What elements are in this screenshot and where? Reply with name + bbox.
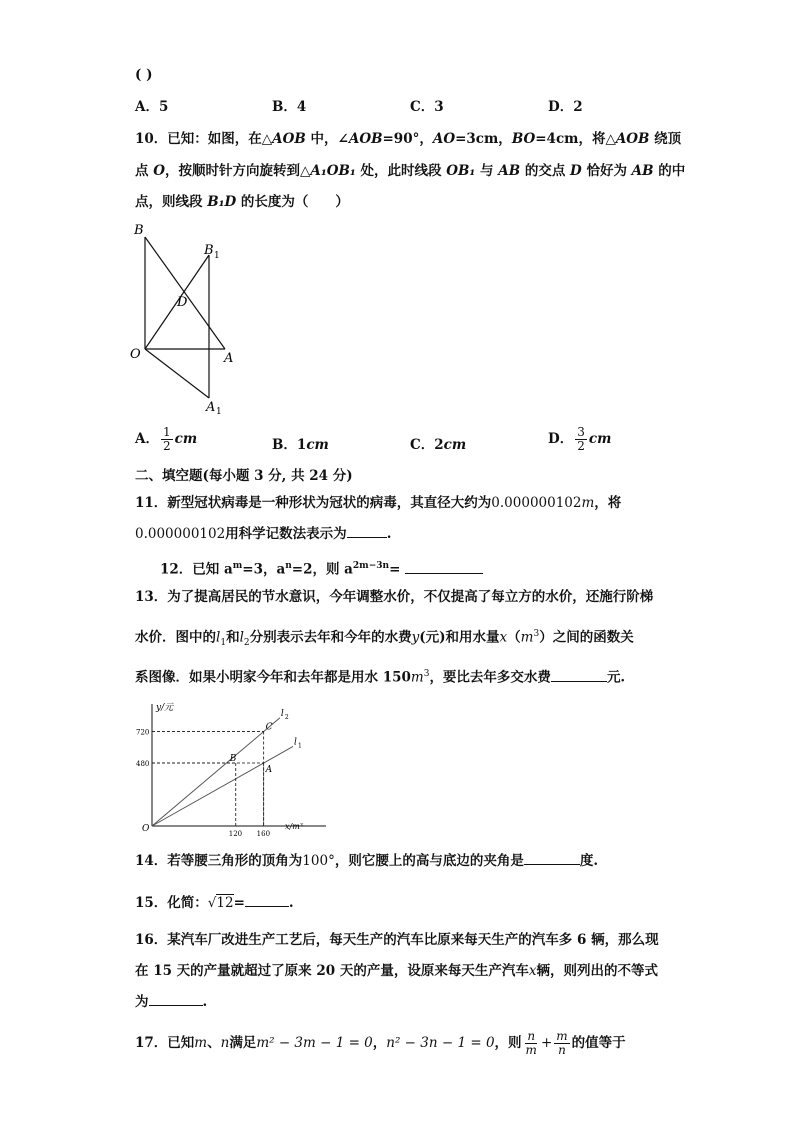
series-label-sub: 1 bbox=[298, 742, 302, 750]
q10-line-1: 10．已知：如图，在△AOB 中，∠AOB=90°，AO=3cm，BO=4cm，将△AOB 绕顶 bbox=[135, 131, 682, 147]
label-B1: B bbox=[204, 243, 214, 258]
q10-rotation-figure bbox=[128, 218, 248, 418]
answer-blank[interactable] bbox=[245, 894, 289, 907]
series-label-l2: l bbox=[280, 708, 284, 719]
series-line-l1 bbox=[152, 746, 293, 826]
q13-line-3: 系图像．如果小明家今年和去年都是用水 $150m^3$，要比去年多交水费 元. bbox=[135, 669, 626, 686]
series-line-l2 bbox=[152, 718, 280, 826]
y-tick-label: 720 bbox=[136, 728, 150, 737]
answer-blank[interactable] bbox=[524, 852, 580, 865]
label-B1-sub: 1 bbox=[214, 251, 220, 261]
label-A1-sub: 1 bbox=[216, 407, 222, 417]
point-label-A: A bbox=[265, 765, 273, 776]
point-label-C: C bbox=[265, 722, 273, 733]
answer-blank[interactable] bbox=[551, 669, 607, 682]
q9-tail: ( ) bbox=[135, 67, 153, 83]
fraction: $\frac{n}{m}$ bbox=[525, 1029, 537, 1057]
segment-OA1 bbox=[145, 349, 209, 398]
q12-line: 12．已知 $a^m=3$，$a^n=2$，则 $a^{2m-3n}=$ bbox=[160, 557, 483, 579]
q10-line-3: 点，则线段 B₁D 的长度为（ ） bbox=[135, 194, 349, 210]
q10-option-c: C．2cm bbox=[410, 437, 467, 453]
q9-option-b: B．4 bbox=[272, 99, 307, 115]
q9-option-a: A．5 bbox=[135, 99, 169, 115]
fraction: $\frac{1}{2}$ bbox=[162, 425, 171, 453]
answer-blank[interactable] bbox=[149, 993, 203, 1006]
q13-line-2: 水价．图中的$l_1$和$l_2$分别表示去年和今年的水费y(元)和用水量$x(m^3)$之间的函数关 bbox=[135, 629, 634, 649]
q10-option-d: D． $\frac{3}{2}$ cm bbox=[548, 425, 612, 453]
q13-line-1: 13．为了提高居民的节水意识，今年调整水价，不仅提高了每立方的水价，还施行阶梯 bbox=[135, 589, 654, 605]
q16-line-2: 在 15 天的产量就超过了原来 20 天的产量，设原来每天生产汽车x辆，则列出的不等式 bbox=[135, 963, 658, 979]
answer-blank[interactable] bbox=[405, 561, 483, 574]
q16-line-1: 16．某汽车厂改进生产工艺后，每天生产的汽车比原来每天生产的汽车多 6 辆，那么现 bbox=[135, 932, 659, 948]
label-O: O bbox=[130, 347, 141, 362]
q10-option-a: A． $\frac{1}{2}$ cm bbox=[135, 425, 198, 453]
point-label-B: B bbox=[229, 754, 237, 765]
series-label-l1: l bbox=[294, 737, 297, 748]
sqrt-symbol: √ bbox=[207, 895, 217, 911]
x-axis-label: x/m³ bbox=[285, 822, 303, 831]
origin-label: O bbox=[142, 824, 150, 834]
q10-option-b: B．1cm bbox=[272, 437, 329, 453]
label-B: B bbox=[134, 223, 144, 238]
q10-line-2: 点 O，按顺时针方向旋转到△A₁OB₁ 处，此时线段 OB₁ 与 AB 的交点 D 恰好为 AB 的中 bbox=[135, 163, 686, 179]
q16-line-3: 为 . bbox=[135, 994, 208, 1010]
y-tick-label: 480 bbox=[136, 760, 150, 769]
label-A: A bbox=[224, 351, 234, 366]
q17-line: 17．已知m、n满足m² − 3m − 1 = 0，n² − 3n − 1 = 0，则 $\frac{n}{m}$ + $\frac{m}{n}$ 的值等于 bbox=[135, 1029, 626, 1057]
q9-option-d: D．2 bbox=[548, 99, 583, 115]
section-heading: 二、填空题(每小题 3 分, 共 24 分) bbox=[135, 468, 353, 484]
radicand: 12 bbox=[216, 895, 234, 911]
x-tick-label: 120 bbox=[228, 830, 243, 838]
answer-blank[interactable] bbox=[347, 525, 387, 538]
q11-line-1: 11．新型冠状病毒是一种形状为冠状的病毒，其直径大约为0.000000102m，将 bbox=[135, 495, 622, 511]
fraction: $\frac{3}{2}$ bbox=[577, 425, 585, 453]
fraction: $\frac{m}{n}$ bbox=[556, 1029, 568, 1057]
q15-line: 15．化简：√12= . bbox=[135, 895, 294, 911]
y-axis-label: y/元 bbox=[156, 703, 174, 713]
q9-option-c: C．3 bbox=[410, 99, 444, 115]
q11-line-2: 0.000000102用科学记数法表示为 . bbox=[135, 526, 392, 542]
label-A1: A bbox=[206, 400, 216, 415]
series-label-sub: 2 bbox=[284, 713, 289, 721]
label-D: D bbox=[177, 295, 188, 310]
x-tick-label: 160 bbox=[256, 830, 271, 838]
water-fee-chart bbox=[138, 696, 338, 840]
q14-line: 14．若等腰三角形的顶角为100°，则它腰上的高与底边的夹角是 度. bbox=[135, 853, 599, 869]
